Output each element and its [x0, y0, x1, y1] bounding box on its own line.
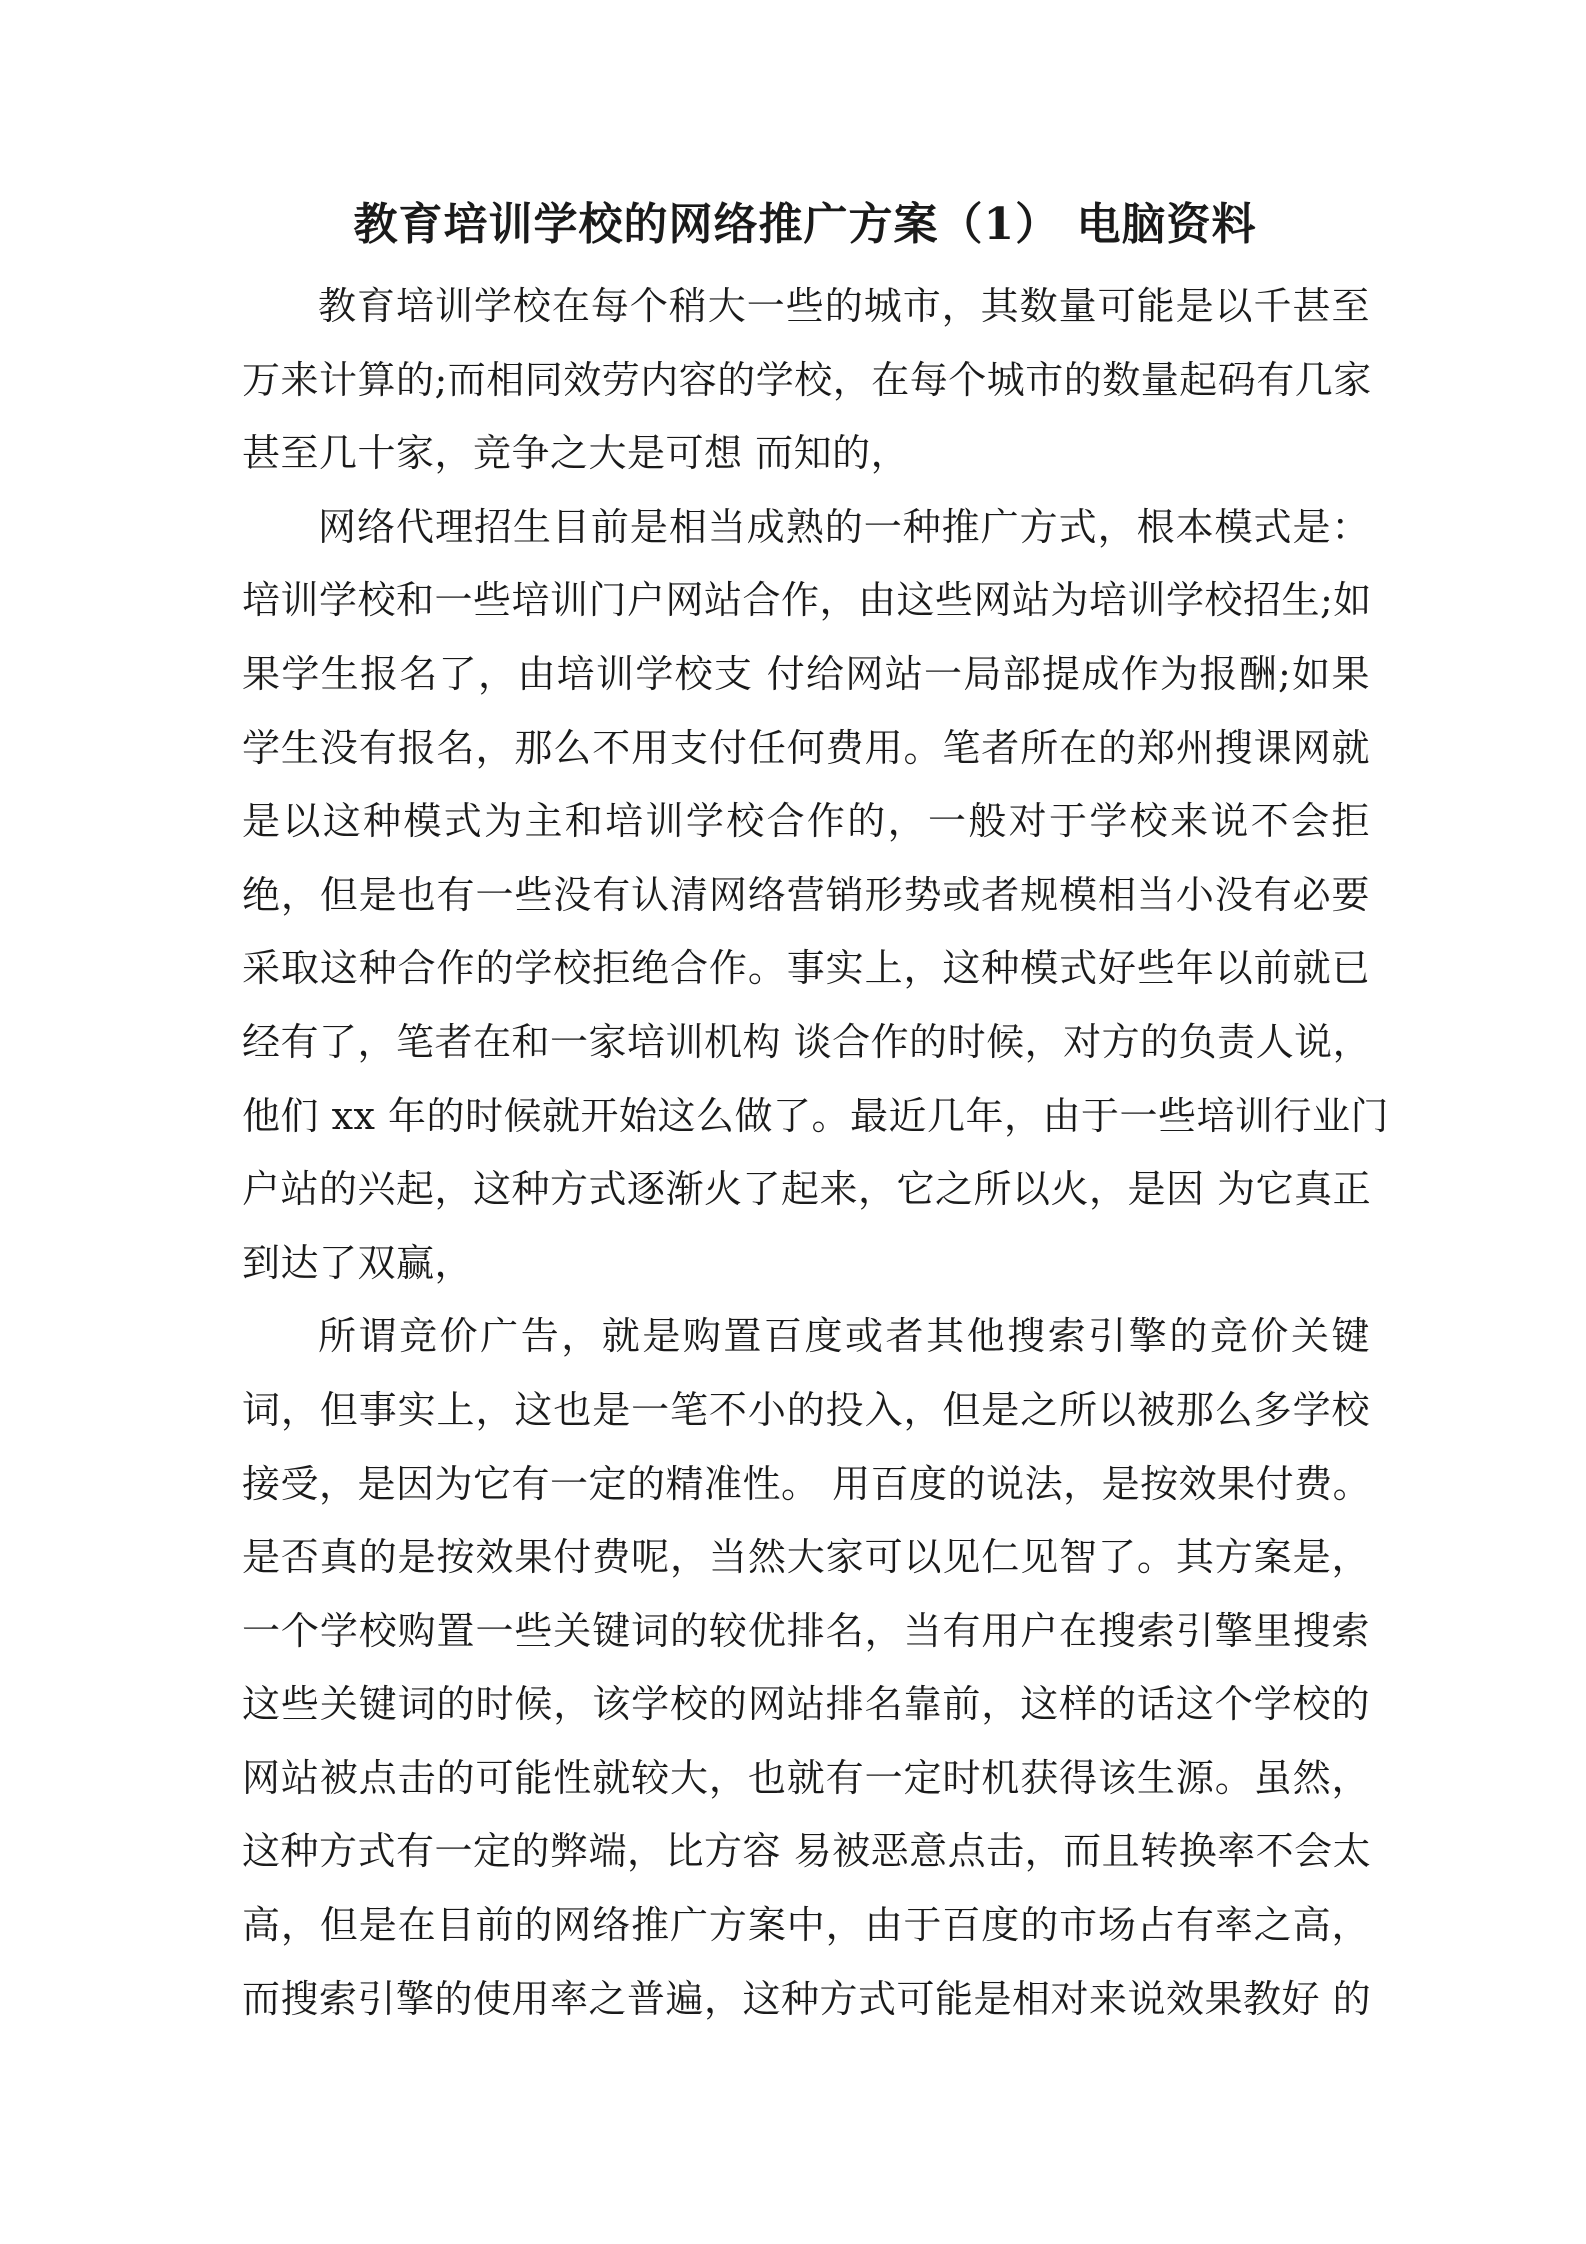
- paragraph-1: [242, 270, 1370, 491]
- paragraph-3: [242, 1300, 1370, 2036]
- paragraph-line: 甚至几十家，竞争之大是可想 而知的，: [242, 431, 910, 476]
- paragraph-line: 是以这种模式为主和培训学校合作的，一般对于学校来说不会拒: [242, 799, 1370, 844]
- paragraph-line: 词，但事实上，这也是一笔不小的投入，但是之所以被那么多学校: [242, 1387, 1370, 1432]
- paragraph-line: 采取这种合作的学校拒绝合作。事实上，这种模式好些年以前就已: [242, 946, 1370, 991]
- paragraph-line: 而搜索引擎的使用率之普遍，这种方式可能是相对来说效果教好 的: [242, 1976, 1372, 2021]
- paragraph-line: 万来计算的;而相同效劳内容的学校，在每个城市的数量起码有几家: [242, 357, 1372, 402]
- paragraph-line: 这种方式有一定的弊端，比方容 易被恶意点击，而且转换率不会太: [242, 1829, 1372, 1874]
- paragraph-line: 果学生报名了，由培训学校支 付给网站一局部提成作为报酬;如果: [242, 651, 1370, 696]
- paragraph-2: [242, 491, 1390, 1301]
- paragraph-line: 绝，但是也有一些没有认清网络营销形势或者规模相当小没有必要: [242, 872, 1370, 917]
- paragraph-line: 这些关键词的时候，该学校的网站排名靠前，这样的话这个学校的: [242, 1682, 1370, 1727]
- document-body: [242, 270, 1390, 2036]
- paragraph-line: 网站被点击的可能性就较大，也就有一定时机获得该生源。虽然，: [242, 1755, 1370, 1800]
- paragraph-line: 所谓竞价广告，就是购置百度或者其他搜索引擎的竞价关键: [318, 1314, 1370, 1359]
- paragraph-line: 户站的兴起，这种方式逐渐火了起来，它之所以火，是因 为它真正: [242, 1167, 1372, 1212]
- paragraph-line: 高，但是在目前的网络推广方案中，由于百度的市场占有率之高，: [242, 1903, 1370, 1948]
- paragraph-line: 接受，是因为它有一定的精准性。 用百度的说法，是按效果付费。: [242, 1461, 1372, 1506]
- paragraph-line: 培训学校和一些培训门户网站合作，由这些网站为培训学校招生;如: [242, 578, 1372, 623]
- paragraph-line: 一个学校购置一些关键词的较优排名，当有用户在搜索引擎里搜索: [242, 1608, 1370, 1653]
- paragraph-line: 网络代理招生目前是相当成熟的一种推广方式，根本模式是：: [318, 504, 1370, 549]
- paragraph-line: 到达了双赢，: [242, 1240, 474, 1285]
- document-title: 教育培训学校的网络推广方案（1） 电脑资料: [353, 199, 1257, 250]
- paragraph-line: 是否真的是按效果付费呢，当然大家可以见仁见智了。其方案是，: [242, 1535, 1370, 1580]
- paragraph-line: 学生没有报名，那么不用支付任何费用。笔者所在的郑州搜课网就: [242, 725, 1370, 770]
- paragraph-line: 教育培训学校在每个稍大一些的城市，其数量可能是以千甚至: [318, 284, 1370, 328]
- paragraph-line: 他们 xx 年的时候就开始这么做了。最近几年，由于一些培训行业门: [242, 1093, 1390, 1138]
- paragraph-line: 经有了，笔者在和一家培训机构 谈合作的时候，对方的负责人说，: [242, 1019, 1372, 1064]
